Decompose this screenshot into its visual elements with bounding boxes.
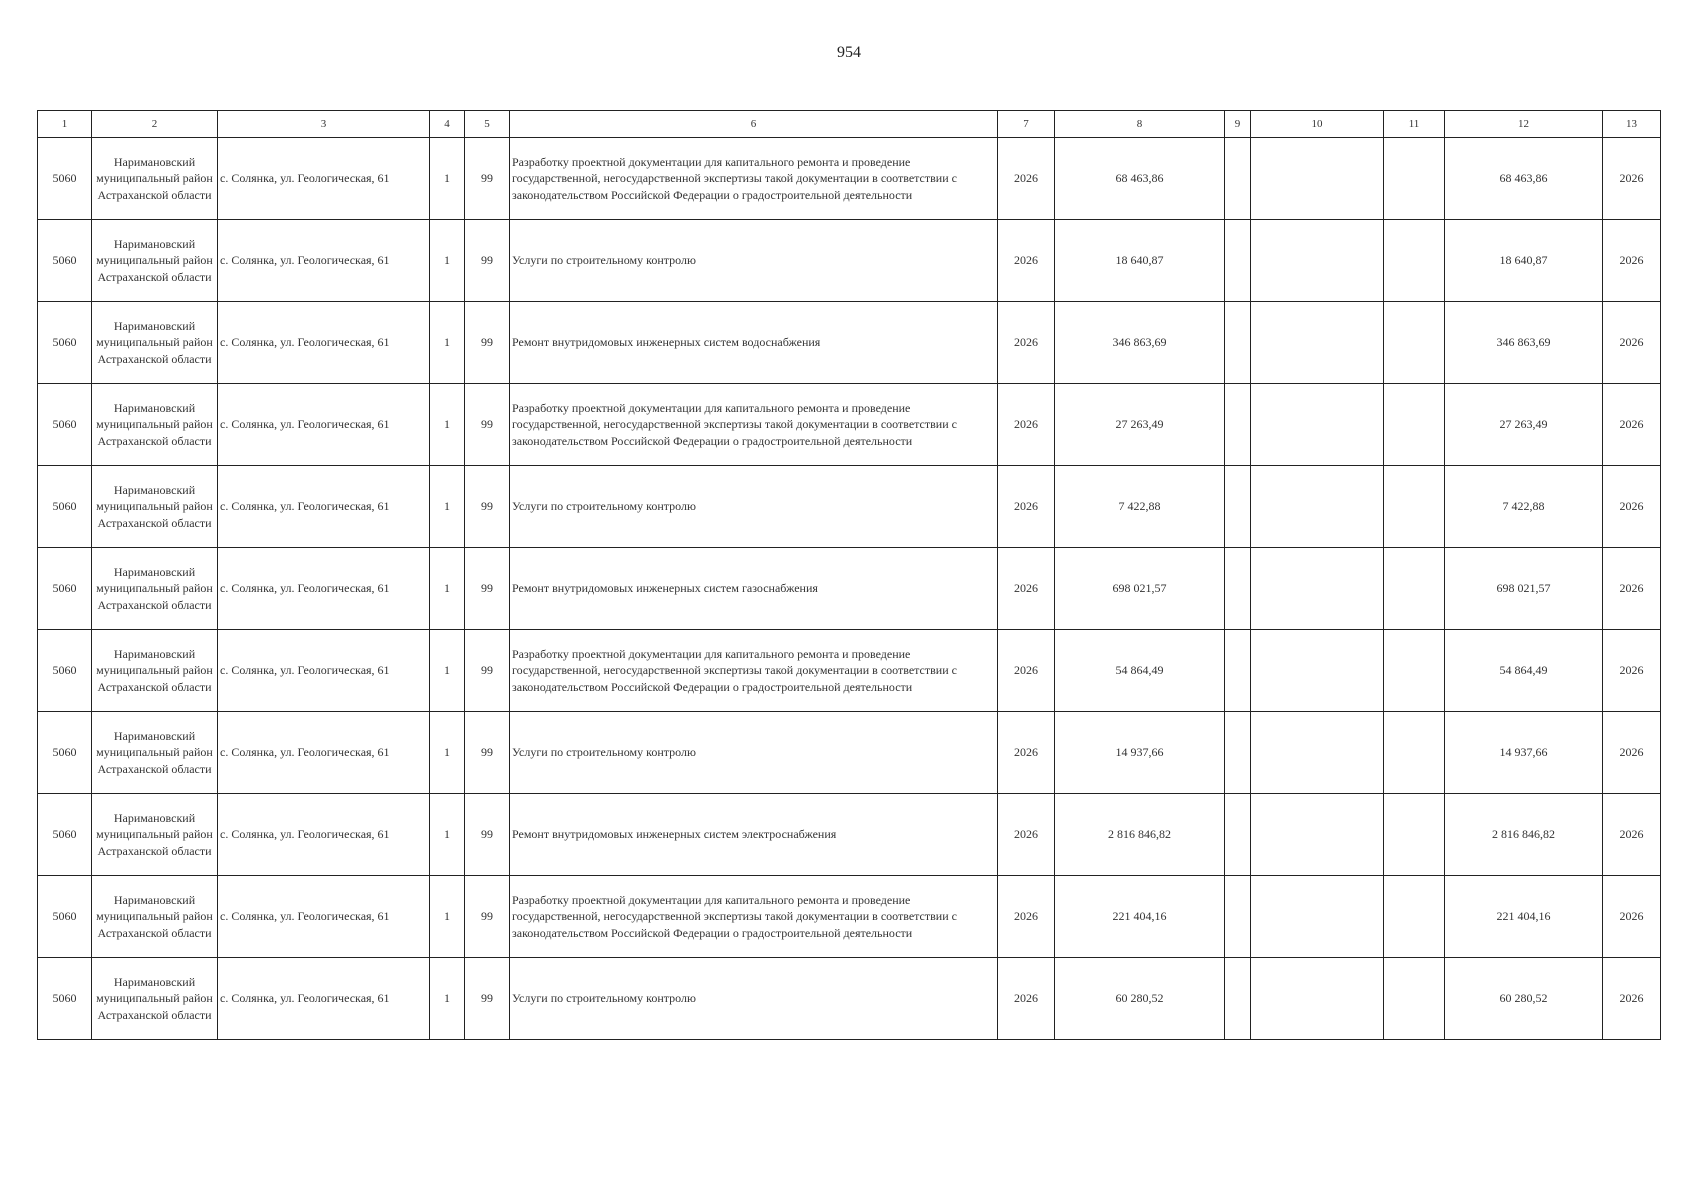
municipality-cell: Наримановский муниципальный район Астраханской области <box>92 794 218 876</box>
col10-cell <box>1251 876 1384 958</box>
table-row <box>38 302 1661 384</box>
table-row <box>38 794 1661 876</box>
year-end-cell: 2026 <box>1603 138 1661 220</box>
col9-cell <box>1225 466 1251 548</box>
column-header: 7 <box>998 111 1055 138</box>
work-type-cell: Разработку проектной документации для капитального ремонта и проведение государственной, негосударственной экспертизы такой документации в соответствии с законодательством Российской Федерации о градостроительной деятельности <box>510 138 998 220</box>
col4-cell: 1 <box>430 302 465 384</box>
work-type-cell: Ремонт внутридомовых инженерных систем водоснабжения <box>510 302 998 384</box>
year-end-cell: 2026 <box>1603 302 1661 384</box>
municipality-cell: Наримановский муниципальный район Астраханской области <box>92 548 218 630</box>
column-header: 8 <box>1055 111 1225 138</box>
table-row <box>38 712 1661 794</box>
capital-repair-table <box>37 110 1661 1040</box>
table-row <box>38 958 1661 1040</box>
municipality-cell: Наримановский муниципальный район Астраханской области <box>92 466 218 548</box>
column-header: 11 <box>1384 111 1445 138</box>
year-cell: 2026 <box>998 138 1055 220</box>
col9-cell <box>1225 630 1251 712</box>
col4-cell: 1 <box>430 630 465 712</box>
col4-cell: 1 <box>430 384 465 466</box>
col11-cell <box>1384 630 1445 712</box>
municipality-cell: Наримановский муниципальный район Астраханской области <box>92 384 218 466</box>
page-number: 954 <box>837 44 861 61</box>
total-cost-cell: 60 280,52 <box>1055 958 1225 1040</box>
col9-cell <box>1225 138 1251 220</box>
col4-cell: 1 <box>430 876 465 958</box>
cost-cell: 54 864,49 <box>1445 630 1603 712</box>
year-cell: 2026 <box>998 220 1055 302</box>
column-header: 4 <box>430 111 465 138</box>
total-cost-cell: 7 422,88 <box>1055 466 1225 548</box>
address-cell: с. Солянка, ул. Геологическая, 61 <box>218 794 430 876</box>
col4-cell: 1 <box>430 138 465 220</box>
column-header: 2 <box>92 111 218 138</box>
col4-cell: 1 <box>430 712 465 794</box>
col9-cell <box>1225 548 1251 630</box>
table-row <box>38 220 1661 302</box>
total-cost-cell: 2 816 846,82 <box>1055 794 1225 876</box>
col10-cell <box>1251 138 1384 220</box>
year-end-cell: 2026 <box>1603 712 1661 794</box>
col9-cell <box>1225 220 1251 302</box>
work-type-cell: Услуги по строительному контролю <box>510 712 998 794</box>
row-number-cell: 5060 <box>38 794 92 876</box>
cost-cell: 2 816 846,82 <box>1445 794 1603 876</box>
col9-cell <box>1225 302 1251 384</box>
row-number-cell: 5060 <box>38 712 92 794</box>
address-cell: с. Солянка, ул. Геологическая, 61 <box>218 876 430 958</box>
year-cell: 2026 <box>998 466 1055 548</box>
col5-cell: 99 <box>465 466 510 548</box>
cost-cell: 18 640,87 <box>1445 220 1603 302</box>
cost-cell: 68 463,86 <box>1445 138 1603 220</box>
year-end-cell: 2026 <box>1603 958 1661 1040</box>
col5-cell: 99 <box>465 220 510 302</box>
cost-cell: 346 863,69 <box>1445 302 1603 384</box>
col10-cell <box>1251 712 1384 794</box>
municipality-cell: Наримановский муниципальный район Астраханской области <box>92 876 218 958</box>
col4-cell: 1 <box>430 548 465 630</box>
col9-cell <box>1225 876 1251 958</box>
col11-cell <box>1384 712 1445 794</box>
col10-cell <box>1251 384 1384 466</box>
column-header: 3 <box>218 111 430 138</box>
col5-cell: 99 <box>465 712 510 794</box>
col10-cell <box>1251 466 1384 548</box>
table-row <box>38 466 1661 548</box>
year-end-cell: 2026 <box>1603 466 1661 548</box>
col11-cell <box>1384 794 1445 876</box>
col4-cell: 1 <box>430 220 465 302</box>
total-cost-cell: 27 263,49 <box>1055 384 1225 466</box>
year-cell: 2026 <box>998 794 1055 876</box>
column-header: 6 <box>510 111 998 138</box>
year-end-cell: 2026 <box>1603 630 1661 712</box>
row-number-cell: 5060 <box>38 548 92 630</box>
cost-cell: 221 404,16 <box>1445 876 1603 958</box>
total-cost-cell: 14 937,66 <box>1055 712 1225 794</box>
year-cell: 2026 <box>998 302 1055 384</box>
col10-cell <box>1251 630 1384 712</box>
total-cost-cell: 68 463,86 <box>1055 138 1225 220</box>
cost-cell: 7 422,88 <box>1445 466 1603 548</box>
work-type-cell: Разработку проектной документации для капитального ремонта и проведение государственной, негосударственной экспертизы такой документации в соответствии с законодательством Российской Федерации о градостроительной деятельности <box>510 384 998 466</box>
table-row <box>38 384 1661 466</box>
col9-cell <box>1225 958 1251 1040</box>
year-end-cell: 2026 <box>1603 220 1661 302</box>
address-cell: с. Солянка, ул. Геологическая, 61 <box>218 138 430 220</box>
address-cell: с. Солянка, ул. Геологическая, 61 <box>218 712 430 794</box>
row-number-cell: 5060 <box>38 302 92 384</box>
col11-cell <box>1384 302 1445 384</box>
col5-cell: 99 <box>465 302 510 384</box>
total-cost-cell: 346 863,69 <box>1055 302 1225 384</box>
column-header: 12 <box>1445 111 1603 138</box>
year-cell: 2026 <box>998 384 1055 466</box>
year-cell: 2026 <box>998 548 1055 630</box>
work-type-cell: Услуги по строительному контролю <box>510 958 998 1040</box>
cost-cell: 60 280,52 <box>1445 958 1603 1040</box>
municipality-cell: Наримановский муниципальный район Астраханской области <box>92 958 218 1040</box>
cost-cell: 27 263,49 <box>1445 384 1603 466</box>
col5-cell: 99 <box>465 794 510 876</box>
year-cell: 2026 <box>998 876 1055 958</box>
table-row <box>38 876 1661 958</box>
municipality-cell: Наримановский муниципальный район Астраханской области <box>92 630 218 712</box>
col5-cell: 99 <box>465 958 510 1040</box>
column-header: 9 <box>1225 111 1251 138</box>
col11-cell <box>1384 548 1445 630</box>
table-row <box>38 138 1661 220</box>
col5-cell: 99 <box>465 630 510 712</box>
col9-cell <box>1225 712 1251 794</box>
row-number-cell: 5060 <box>38 138 92 220</box>
year-end-cell: 2026 <box>1603 876 1661 958</box>
municipality-cell: Наримановский муниципальный район Астраханской области <box>92 712 218 794</box>
work-type-cell: Услуги по строительному контролю <box>510 466 998 548</box>
year-cell: 2026 <box>998 958 1055 1040</box>
row-number-cell: 5060 <box>38 630 92 712</box>
total-cost-cell: 221 404,16 <box>1055 876 1225 958</box>
column-header: 13 <box>1603 111 1661 138</box>
col11-cell <box>1384 466 1445 548</box>
year-end-cell: 2026 <box>1603 548 1661 630</box>
year-cell: 2026 <box>998 712 1055 794</box>
col11-cell <box>1384 220 1445 302</box>
year-cell: 2026 <box>998 630 1055 712</box>
work-type-cell: Услуги по строительному контролю <box>510 220 998 302</box>
work-type-cell: Разработку проектной документации для капитального ремонта и проведение государственной, негосударственной экспертизы такой документации в соответствии с законодательством Российской Федерации о градостроительной деятельности <box>510 876 998 958</box>
cost-cell: 698 021,57 <box>1445 548 1603 630</box>
col10-cell <box>1251 958 1384 1040</box>
address-cell: с. Солянка, ул. Геологическая, 61 <box>218 302 430 384</box>
row-number-cell: 5060 <box>38 466 92 548</box>
col11-cell <box>1384 138 1445 220</box>
col9-cell <box>1225 794 1251 876</box>
col5-cell: 99 <box>465 384 510 466</box>
col10-cell <box>1251 794 1384 876</box>
table-row <box>38 548 1661 630</box>
municipality-cell: Наримановский муниципальный район Астраханской области <box>92 138 218 220</box>
work-type-cell: Ремонт внутридомовых инженерных систем электроснабжения <box>510 794 998 876</box>
col5-cell: 99 <box>465 138 510 220</box>
col10-cell <box>1251 548 1384 630</box>
table-row <box>38 630 1661 712</box>
address-cell: с. Солянка, ул. Геологическая, 61 <box>218 466 430 548</box>
col9-cell <box>1225 384 1251 466</box>
row-number-cell: 5060 <box>38 876 92 958</box>
total-cost-cell: 54 864,49 <box>1055 630 1225 712</box>
address-cell: с. Солянка, ул. Геологическая, 61 <box>218 630 430 712</box>
work-type-cell: Ремонт внутридомовых инженерных систем газоснабжения <box>510 548 998 630</box>
year-end-cell: 2026 <box>1603 794 1661 876</box>
address-cell: с. Солянка, ул. Геологическая, 61 <box>218 548 430 630</box>
column-header: 5 <box>465 111 510 138</box>
cost-cell: 14 937,66 <box>1445 712 1603 794</box>
column-header: 1 <box>38 111 92 138</box>
total-cost-cell: 698 021,57 <box>1055 548 1225 630</box>
column-header-row <box>38 111 1661 138</box>
address-cell: с. Солянка, ул. Геологическая, 61 <box>218 220 430 302</box>
col11-cell <box>1384 384 1445 466</box>
row-number-cell: 5060 <box>38 220 92 302</box>
total-cost-cell: 18 640,87 <box>1055 220 1225 302</box>
col5-cell: 99 <box>465 876 510 958</box>
address-cell: с. Солянка, ул. Геологическая, 61 <box>218 958 430 1040</box>
municipality-cell: Наримановский муниципальный район Астраханской области <box>92 220 218 302</box>
work-type-cell: Разработку проектной документации для капитального ремонта и проведение государственной, негосударственной экспертизы такой документации в соответствии с законодательством Российской Федерации о градостроительной деятельности <box>510 630 998 712</box>
col11-cell <box>1384 876 1445 958</box>
row-number-cell: 5060 <box>38 384 92 466</box>
col4-cell: 1 <box>430 466 465 548</box>
col5-cell: 99 <box>465 548 510 630</box>
column-header: 10 <box>1251 111 1384 138</box>
row-number-cell: 5060 <box>38 958 92 1040</box>
col10-cell <box>1251 302 1384 384</box>
col11-cell <box>1384 958 1445 1040</box>
municipality-cell: Наримановский муниципальный район Астраханской области <box>92 302 218 384</box>
col4-cell: 1 <box>430 794 465 876</box>
col10-cell <box>1251 220 1384 302</box>
address-cell: с. Солянка, ул. Геологическая, 61 <box>218 384 430 466</box>
col4-cell: 1 <box>430 958 465 1040</box>
year-end-cell: 2026 <box>1603 384 1661 466</box>
